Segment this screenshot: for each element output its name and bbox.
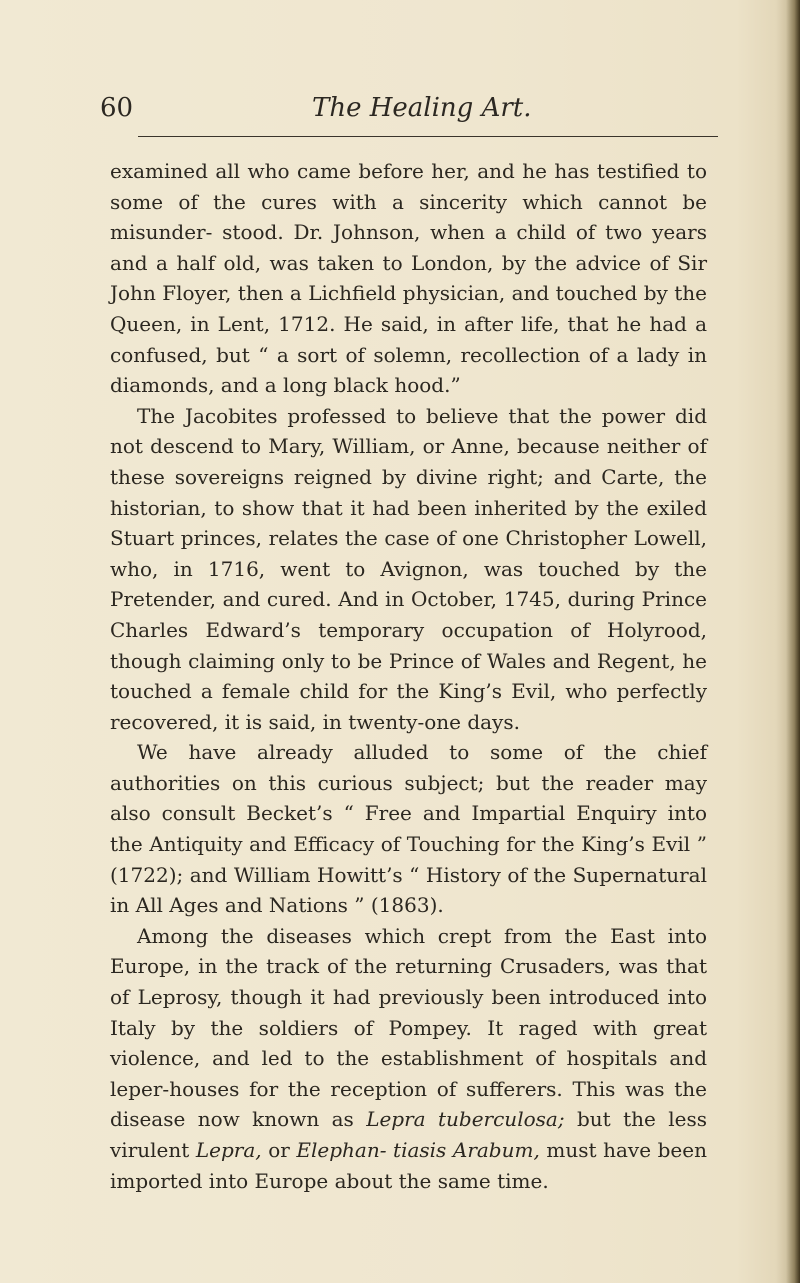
- running-title: The Healing Art.: [312, 93, 532, 123]
- page-header: [100, 92, 720, 132]
- header-rule: [138, 136, 718, 137]
- paragraph-4-text-b: but the less virulent: [110, 1107, 707, 1162]
- paragraph-2: [110, 401, 707, 738]
- paragraph-4-text: Among the diseases which crept from the East into Europe, in the track of the returning Crusaders, was that of Leprosy, though it had previously been introduced into Italy by the soldiers of Pompey. It raged with great violence, and led to the establishment of hospitals and leper-houses for the reception of sufferers. This was the disease now known as: [110, 923, 707, 1132]
- body-text: [110, 156, 707, 1196]
- term-lepra: Lepra,: [195, 1138, 262, 1162]
- term-lepra-tuberculosa: Lepra tuberculosa;: [366, 1107, 565, 1132]
- paragraph-1-text: examined all who came before her, and he has testified to some of the cures with a sincerity which cannot be misunder- stood. Dr. Johnson, when a child of two years and a half old, was taken to London, by the advice of Sir John Floyer, then a Lichfield physician, and touched by the Queen, in Lent, 1712. He said, in after life, that he had a confused, but “ a sort of solemn, recollection of a lady in diamonds, and a long black hood.”: [110, 159, 707, 398]
- page-edge-shadow: [786, 0, 800, 1283]
- paragraph-1: [110, 156, 707, 401]
- paragraph-3-text: We have already alluded to some of the chief authorities on this curious subject; but the reader may also consult Becket’s “ Free and Impartial Enquiry into the Antiquity and Efficacy of Touching for the King’s Evil ” (1722); and William Howitt’s “ History of the Supernatural in All Ages and Nations ” (1863).: [110, 740, 707, 918]
- paragraph-4-text-d: must have been imported into Europe about the same time.: [110, 1138, 707, 1193]
- page-number: 60: [100, 93, 134, 123]
- paragraph-2-text: The Jacobites professed to believe that the power did not descend to Mary, William, or Anne, because neither of these sovereigns reigned by divine right; and Carte, the historian, to show that it had been inherited by the exiled Stuart princes, relates the case of one Christopher Lowell, who, in 1716, went to Avignon, was touched by the Pretender, and cured. And in October, 1745, during Prince Charles Edward’s temporary occupation of Holyrood, though claiming only to be Prince of Wales and Regent, he touched a female child for the King’s Evil, who perfectly recovered, it is said, in twenty-one days.: [110, 403, 707, 734]
- paragraph-3: [110, 737, 707, 921]
- paragraph-4: [110, 921, 707, 1196]
- paragraph-4-text-c: or: [261, 1138, 297, 1162]
- term-elephantiasis-arabum: Elephan- tiasis Arabum,: [296, 1138, 540, 1162]
